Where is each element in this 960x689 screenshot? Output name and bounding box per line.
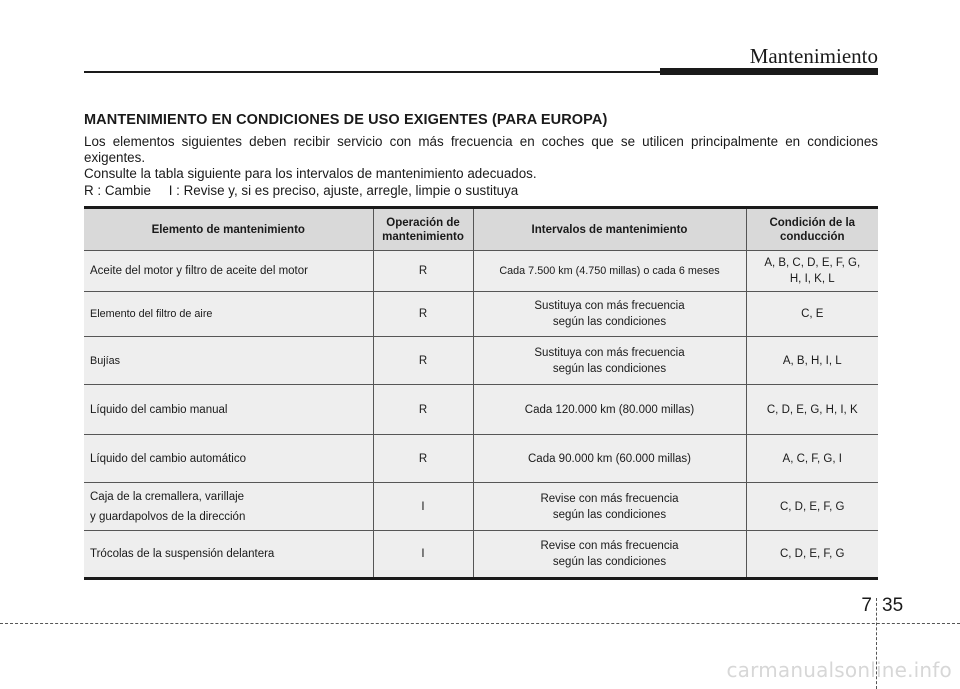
table-row	[84, 483, 878, 531]
table-row	[84, 292, 878, 337]
item-line-1: Aceite del motor y filtro de aceite del motor	[90, 265, 308, 277]
item-line-1: Bujías	[90, 354, 121, 367]
table-row	[84, 531, 878, 579]
header-operation-line-2: mantenimiento	[382, 230, 464, 243]
cell-interval	[473, 531, 746, 579]
cell-interval	[473, 385, 746, 435]
header-title: Mantenimiento	[749, 44, 878, 68]
interval-line-2: según las condiciones	[552, 556, 667, 568]
interval-line-1: Revise con más frecuencia	[540, 492, 679, 505]
cell-interval	[473, 483, 746, 531]
chapter-number: 7	[861, 595, 872, 616]
intro-paragraph-1: Los elementos siguientes deben recibir servicio con más frecuencia en coches que se utilicen principalmente en condiciones exigentes.	[84, 134, 878, 165]
table-row	[84, 251, 878, 292]
cell-condition	[746, 435, 878, 483]
legend-r: R : Cambie	[84, 183, 151, 198]
header-interval: Intervalos de mantenimiento	[473, 208, 746, 251]
condition-line-1: C, D, E, F, G	[779, 548, 845, 560]
cell-item	[84, 251, 373, 292]
cell-item	[84, 292, 373, 337]
interval-line-2: según las condiciones	[552, 362, 667, 375]
section	[84, 112, 878, 182]
condition-line-1: A, B, C, D, E, F, G,	[764, 257, 861, 269]
condition-line-2: H, I, K, L	[789, 273, 835, 285]
cell-interval	[473, 251, 746, 292]
cell-operation: I	[373, 483, 473, 531]
header-condition-line-2: conducción	[779, 230, 845, 243]
condition-line-1: C, E	[801, 308, 824, 320]
table-row	[84, 385, 878, 435]
cell-interval	[473, 292, 746, 337]
interval-line-1: Cada 7.500 km (4.750 millas) o cada 6 meses	[499, 265, 720, 277]
cell-interval	[473, 337, 746, 385]
cell-interval	[473, 435, 746, 483]
interval-line-1: Cada 120.000 km (80.000 millas)	[524, 403, 695, 416]
condition-line-1: A, B, H, I, L	[782, 354, 842, 367]
cell-item	[84, 385, 373, 435]
item-line-1: Trócolas de la suspensión delantera	[90, 548, 275, 560]
interval-line-1: Sustituya con más frecuencia	[534, 300, 685, 312]
header-rule-thick	[660, 68, 878, 75]
table-header-row	[84, 208, 878, 251]
cell-condition	[746, 483, 878, 531]
intro	[84, 134, 878, 182]
cell-condition	[746, 337, 878, 385]
item-line-1: Caja de la cremallera, varillaje	[90, 490, 245, 503]
interval-line-2: según las condiciones	[552, 508, 667, 521]
cell-item	[84, 337, 373, 385]
header-rule-thin	[84, 71, 660, 73]
cell-operation: I	[373, 531, 473, 579]
cell-item	[84, 483, 373, 531]
header-condition	[746, 208, 878, 251]
table-row	[84, 337, 878, 385]
cell-condition	[746, 292, 878, 337]
header-item: Elemento de mantenimiento	[151, 223, 305, 236]
table-row	[84, 435, 878, 483]
item-line-2: y guardapolvos de la dirección	[90, 510, 246, 523]
interval-line-1: Revise con más frecuencia	[540, 540, 679, 552]
header-operation-line-1: Operación de	[386, 216, 460, 229]
cell-operation: R	[373, 337, 473, 385]
cell-item	[84, 531, 373, 579]
cell-item	[84, 435, 373, 483]
cell-condition	[746, 385, 878, 435]
page-number: 35	[882, 595, 904, 616]
maintenance-table	[84, 206, 878, 580]
cell-operation: R	[373, 385, 473, 435]
footer-dashed-rule	[0, 623, 960, 624]
cell-operation: R	[373, 251, 473, 292]
intro-paragraph-2: Consulte la tabla siguiente para los intervalos de mantenimiento adecuados.	[84, 166, 537, 181]
interval-line-1: Cada 90.000 km (60.000 millas)	[528, 452, 691, 465]
cell-operation: R	[373, 292, 473, 337]
header-operation	[373, 208, 473, 251]
condition-line-1: C, D, E, G, H, I, K	[766, 403, 858, 416]
watermark-text: carmanualsonline.info	[726, 658, 952, 682]
cell-condition	[746, 531, 878, 579]
legend-i: I : Revise y, si es preciso, ajuste, arregle, limpie o sustituya	[168, 183, 519, 198]
cell-condition	[746, 251, 878, 292]
condition-line-1: A, C, F, G, I	[782, 452, 842, 465]
header-condition-line-1: Condición de la	[769, 216, 856, 229]
item-line-1: Líquido del cambio manual	[90, 403, 228, 416]
item-line-1: Líquido del cambio automático	[90, 452, 246, 465]
cell-operation: R	[373, 435, 473, 483]
section-title: MANTENIMIENTO EN CONDICIONES DE USO EXIGENTES (PARA EUROPA)	[84, 112, 608, 128]
legend	[84, 183, 532, 198]
item-line-1: Elemento del filtro de aire	[90, 308, 213, 320]
condition-line-1: C, D, E, F, G	[779, 500, 845, 513]
interval-line-1: Sustituya con más frecuencia	[534, 346, 685, 359]
interval-line-2: según las condiciones	[552, 316, 667, 328]
